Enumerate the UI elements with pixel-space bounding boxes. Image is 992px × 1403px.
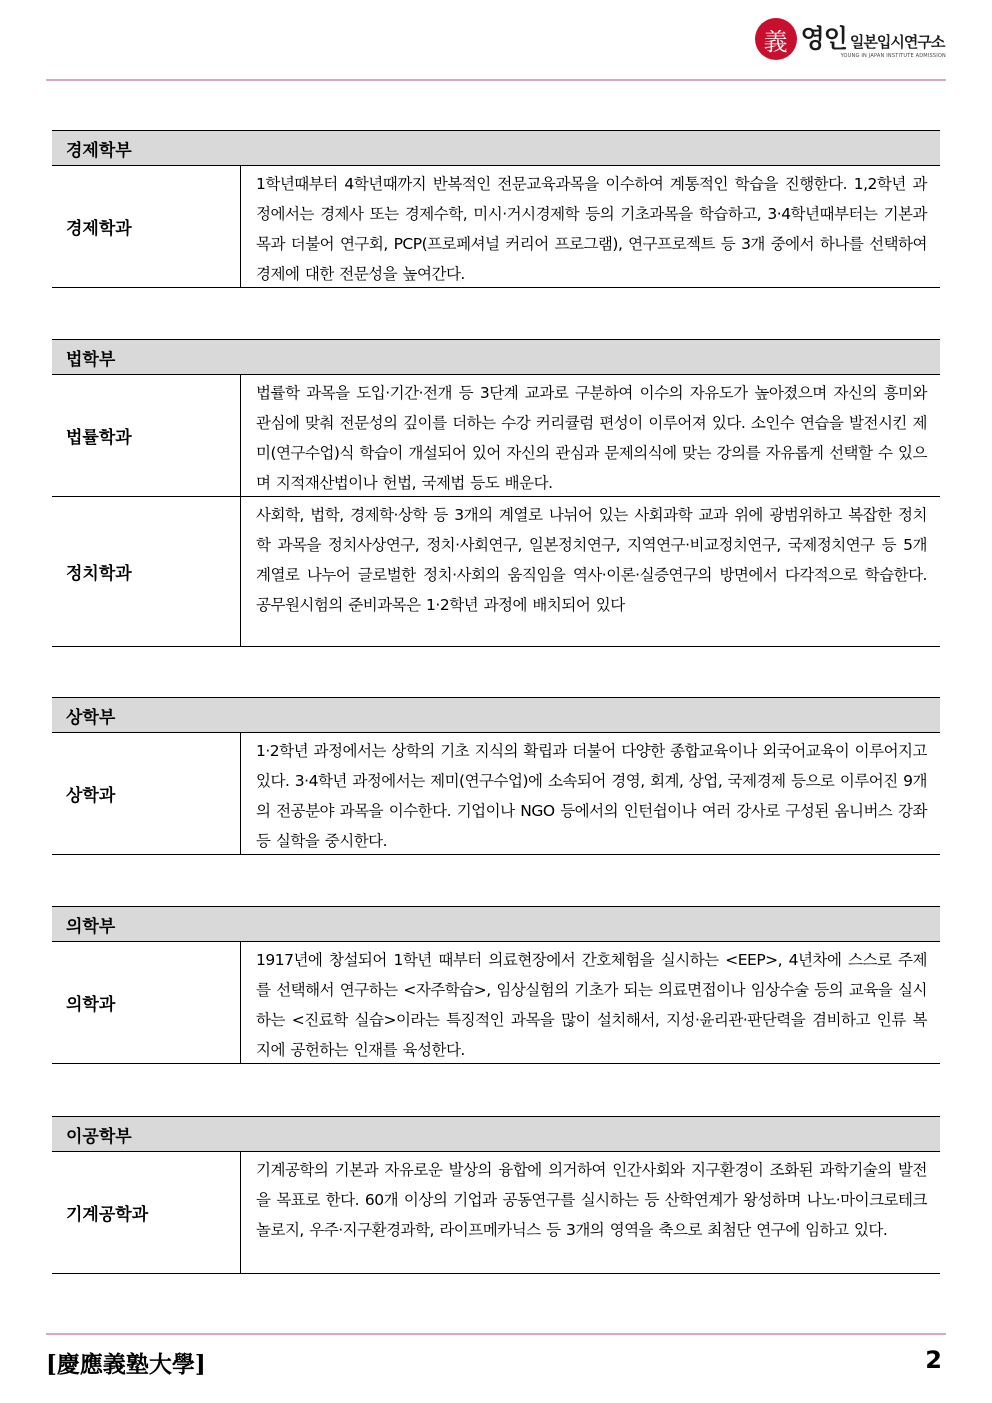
logo-seal-icon: 義: [755, 18, 797, 60]
logo-subtitle: 일본입시연구소: [849, 33, 945, 51]
logo-english: YOUNG IN JAPAN INSTITUTE ADMISSION: [840, 53, 946, 59]
footer-divider: [46, 1333, 946, 1335]
table-row: [52, 497, 940, 647]
department-name: 기계공학과: [52, 1152, 241, 1273]
table-row: [52, 375, 940, 497]
table-row: [52, 1152, 940, 1274]
section-title: 법학부: [52, 339, 940, 375]
footer-university: [慶應義塾大學]: [46, 1351, 206, 1378]
section-economics: [52, 130, 940, 288]
department-name: 정치학과: [52, 497, 241, 646]
department-name: 경제학과: [52, 166, 241, 287]
table-row: [52, 166, 940, 288]
section-law: [52, 339, 940, 647]
logo-text: [801, 19, 946, 59]
table-row: [52, 942, 940, 1064]
institute-logo: [755, 18, 946, 60]
page-number: 2: [925, 1346, 942, 1374]
section-title: 경제학부: [52, 130, 940, 166]
department-description: 법률학 과목을 도입·기간·전개 등 3단계 교과로 구분하여 이수의 자유도가 높아졌으며 자신의 흥미와 관심에 맞춰 전문성의 깊이를 더하는 수강 커리큘럼 편성이 이루어져 있다. 소인수 연습을 발전시킨 제미(연구수업)식 학습이 개설되어 있어 자신의 관심과 문제의식에 맞는 강의를 자유롭게 선택할 수 있으며 지적재산법이나 헌법, 국제법 등도 배운다.: [256, 384, 927, 492]
section-title: 의학부: [52, 906, 940, 942]
page-header: [0, 0, 992, 80]
section-title: 상학부: [52, 697, 940, 733]
section-medicine: [52, 906, 940, 1064]
department-name: 법률학과: [52, 375, 241, 496]
department-name: 의학과: [52, 942, 241, 1063]
department-description: 기계공학의 기본과 자유로운 발상의 융합에 의거하여 인간사회와 지구환경이 조화된 과학기술의 발전을 목표로 한다. 60개 이상의 기업과 공동연구를 실시하는 등 산학연계가 왕성하며 나노·마이크로테크놀로지, 우주·지구환경과학, 라이프메카닉스 등 3개의 영역을 축으로 최첨단 연구에 임하고 있다.: [256, 1161, 927, 1239]
department-name: 상학과: [52, 733, 241, 854]
header-divider: [46, 79, 946, 81]
department-description: 1917년에 창설되어 1학년 때부터 의료현장에서 간호체험을 실시하는 <EEP>, 4년차에 스스로 주제를 선택해서 연구하는 <자주학습>, 임상실험의 기초가 되는 의료면접이나 임상수술 등의 교육을 실시하는 <진료학 실습>이라는 특징적인 과목을 많이 설치해서, 지성·윤리관·판단력을 겸비하고 인류 복지에 공헌하는 인재를 육성한다.: [256, 951, 927, 1059]
department-description: 1학년때부터 4학년때까지 반복적인 전문교육과목을 이수하여 계통적인 학습을 진행한다. 1,2학년 과정에서는 경제사 또는 경제수학, 미시·거시경제학 등의 기초과목을 학습하고, 3·4학년때부터는 기본과목과 더불어 연구회, PCP(프로페셔널 커리어 프로그램), 연구프로젝트 등 3개 중에서 하나를 선택하여 경제에 대한 전문성을 높여간다.: [256, 175, 928, 283]
section-engineering: [52, 1116, 940, 1274]
department-description: 사회학, 법학, 경제학·상학 등 3개의 계열로 나뉘어 있는 사회과학 교과 위에 광범위하고 복잡한 정치학 과목을 정치사상연구, 정치·사회연구, 일본정치연구, 지역연구·비교정치연구, 국제정치연구 등 5개 계열로 나누어 글로벌한 정치·사회의 움직임을 역사·이론·실증연구의 방면에서 다각적으로 학습한다. 공무원시험의 준비과목은 1·2학년 과정에 배치되어 있다: [256, 506, 927, 614]
section-commerce: [52, 697, 940, 855]
section-title: 이공학부: [52, 1116, 940, 1152]
table-row: [52, 733, 940, 855]
logo-brand: 영인: [800, 24, 847, 53]
department-description: 1·2학년 과정에서는 상학의 기초 지식의 확립과 더불어 다양한 종합교육이나 외국어교육이 이루어지고 있다. 3·4학년 과정에서는 제미(연구수업)에 소속되어 경영, 회계, 상업, 국제경제 등으로 이루어진 9개의 전공분야 과목을 이수한다. 기업이나 NGO 등에서의 인턴쉽이나 여러 강사로 구성된 옴니버스 강좌 등 실학을 중시한다.: [256, 742, 927, 850]
